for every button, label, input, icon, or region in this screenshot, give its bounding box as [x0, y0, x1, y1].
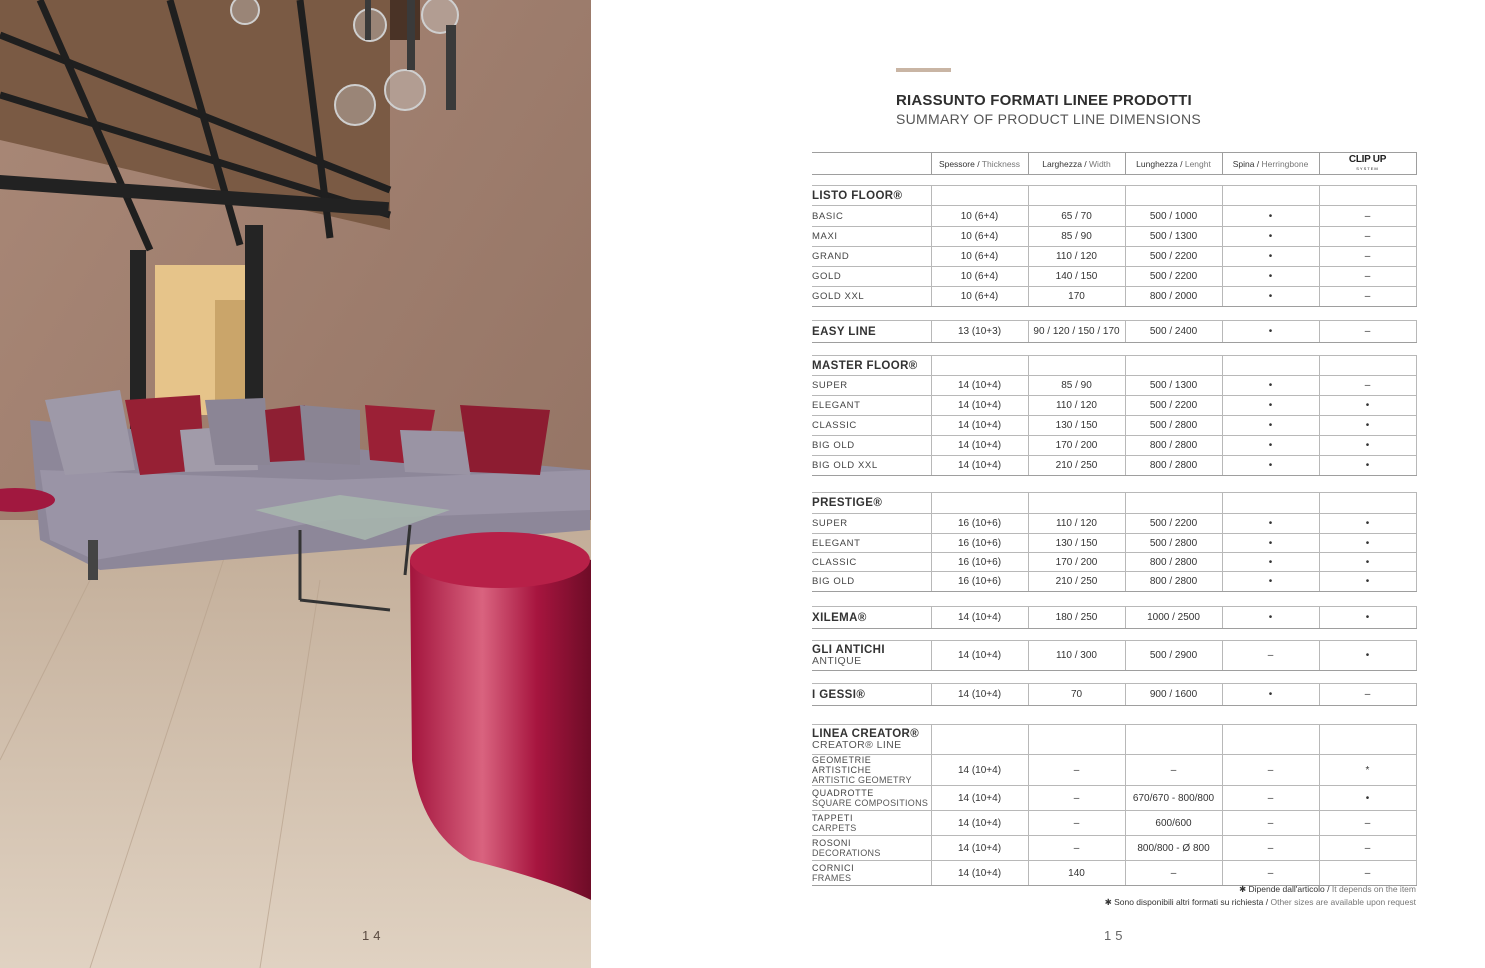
table-row	[812, 376, 1416, 396]
empty-cell	[931, 493, 1028, 514]
clipup-cell: –	[1319, 227, 1416, 247]
width-cell: 210 / 250	[1028, 456, 1125, 476]
width-cell: 90 / 120 / 150 / 170	[1028, 321, 1125, 343]
thickness-cell: 14 (10+4)	[931, 786, 1028, 811]
left-page-number: 14	[362, 928, 385, 943]
group-name: LISTO FLOOR®	[812, 186, 931, 206]
herringbone-cell: •	[1222, 247, 1319, 267]
table-row	[812, 534, 1416, 553]
empty-cell	[1028, 493, 1125, 514]
thickness-cell: 14 (10+4)	[931, 836, 1028, 861]
length-cell: –	[1125, 861, 1222, 886]
group-header-row	[812, 493, 1416, 514]
empty-cell	[1125, 356, 1222, 376]
clipup-cell: •	[1319, 416, 1416, 436]
product-group-block	[812, 185, 1416, 307]
thickness-cell: 14 (10+4)	[931, 684, 1028, 706]
empty-cell	[1319, 493, 1416, 514]
table-row	[812, 456, 1416, 476]
clipup-cell: –	[1319, 287, 1416, 307]
row-name: TAPPETI CARPETS	[812, 811, 931, 836]
clipup-cell: •	[1319, 641, 1416, 671]
header-thickness: Spessore / Thickness	[931, 153, 1028, 175]
clipup-logo-sub: SYSTEM	[1356, 165, 1379, 171]
herringbone-cell: •	[1222, 206, 1319, 227]
group-name: EASY LINE	[812, 321, 931, 343]
living-room-illustration	[0, 0, 591, 968]
width-cell: –	[1028, 811, 1125, 836]
clipup-cell: •	[1319, 456, 1416, 476]
note-item: ✱ Sono disponibili altri formati su richiesta / Other sizes are available upon request	[1104, 897, 1416, 907]
clipup-cell: –	[1319, 811, 1416, 836]
row-name: BASIC	[812, 206, 931, 227]
width-cell: 85 / 90	[1028, 376, 1125, 396]
thickness-cell: 10 (6+4)	[931, 267, 1028, 287]
length-cell: –	[1125, 755, 1222, 786]
clipup-cell: •	[1319, 572, 1416, 592]
clipup-cell: –	[1319, 321, 1416, 343]
row-name: BIG OLD	[812, 436, 931, 456]
clipup-logo-text: CLIP UP	[1348, 153, 1387, 165]
herringbone-cell: •	[1222, 376, 1319, 396]
notes	[1105, 884, 1416, 908]
thickness-cell: 10 (6+4)	[931, 227, 1028, 247]
row-name: GRAND	[812, 247, 931, 267]
width-cell: 130 / 150	[1028, 416, 1125, 436]
herringbone-cell: –	[1222, 811, 1319, 836]
table-row	[812, 321, 1416, 343]
product-group-block	[812, 606, 1416, 629]
herringbone-cell: •	[1222, 436, 1319, 456]
herringbone-cell: •	[1222, 534, 1319, 553]
table-row	[812, 684, 1416, 706]
length-cell: 800 / 2800	[1125, 456, 1222, 476]
clipup-cell: –	[1319, 861, 1416, 886]
clipup-cell: •	[1319, 553, 1416, 572]
group-name: I GESSI®	[812, 684, 931, 706]
herringbone-cell: •	[1222, 396, 1319, 416]
thickness-cell: 14 (10+4)	[931, 456, 1028, 476]
herringbone-cell: –	[1222, 641, 1319, 671]
group-name: LINEA CREATOR® CREATOR® LINE	[812, 725, 931, 755]
row-name: ELEGANT	[812, 534, 931, 553]
row-name: GOLD XXL	[812, 287, 931, 307]
table-row	[812, 553, 1416, 572]
length-cell: 500 / 1300	[1125, 227, 1222, 247]
herringbone-cell: •	[1222, 572, 1319, 592]
empty-cell	[931, 186, 1028, 206]
empty-cell	[1028, 725, 1125, 755]
page-title: RIASSUNTO FORMATI LINEE PRODOTTI	[896, 92, 1192, 109]
clipup-cell: •	[1319, 396, 1416, 416]
table-row	[812, 267, 1416, 287]
table-row	[812, 514, 1416, 534]
width-cell: 110 / 120	[1028, 247, 1125, 267]
row-name: GOLD	[812, 267, 931, 287]
page-subtitle: SUMMARY OF PRODUCT LINE DIMENSIONS	[896, 111, 1202, 127]
thickness-cell: 16 (10+6)	[931, 514, 1028, 534]
herringbone-cell: •	[1222, 287, 1319, 307]
herringbone-cell: –	[1222, 836, 1319, 861]
clipup-cell: –	[1319, 684, 1416, 706]
row-name: BIG OLD XXL	[812, 456, 931, 476]
herringbone-cell: •	[1222, 227, 1319, 247]
length-cell: 600/600	[1125, 811, 1222, 836]
clipup-cell: •	[1319, 436, 1416, 456]
width-cell: 140 / 150	[1028, 267, 1125, 287]
empty-cell	[1028, 186, 1125, 206]
row-name: SUPER	[812, 376, 931, 396]
herringbone-cell: •	[1222, 514, 1319, 534]
herringbone-cell: •	[1222, 456, 1319, 476]
empty-cell	[931, 725, 1028, 755]
width-cell: 65 / 70	[1028, 206, 1125, 227]
table-row	[812, 811, 1416, 836]
table-row	[812, 755, 1416, 786]
product-group-block	[812, 355, 1416, 476]
product-group-block	[812, 640, 1416, 671]
thickness-cell: 10 (6+4)	[931, 247, 1028, 267]
length-cell: 1000 / 2500	[1125, 607, 1222, 629]
length-cell: 500 / 2800	[1125, 416, 1222, 436]
length-cell: 800 / 2000	[1125, 287, 1222, 307]
width-cell: 170 / 200	[1028, 553, 1125, 572]
thickness-cell: 16 (10+6)	[931, 553, 1028, 572]
length-cell: 800/800 - Ø 800	[1125, 836, 1222, 861]
table-header	[812, 152, 1416, 175]
length-cell: 800 / 2800	[1125, 436, 1222, 456]
table-row	[812, 607, 1416, 629]
thickness-cell: 14 (10+4)	[931, 811, 1028, 836]
product-group-block	[812, 724, 1416, 886]
empty-cell	[1222, 725, 1319, 755]
group-header-row	[812, 186, 1416, 206]
table-row	[812, 206, 1416, 227]
length-cell: 500 / 2200	[1125, 247, 1222, 267]
width-cell: –	[1028, 755, 1125, 786]
empty-cell	[1125, 186, 1222, 206]
thickness-cell: 13 (10+3)	[931, 321, 1028, 343]
table-row	[812, 287, 1416, 307]
group-header-row	[812, 725, 1416, 755]
thickness-cell: 14 (10+4)	[931, 755, 1028, 786]
clipup-cell: –	[1319, 247, 1416, 267]
header-width: Larghezza / Width	[1028, 153, 1125, 175]
group-name: GLI ANTICHI ANTIQUE	[812, 641, 931, 671]
empty-cell	[931, 356, 1028, 376]
length-cell: 500 / 2800	[1125, 534, 1222, 553]
row-name: ROSONI DECORATIONS	[812, 836, 931, 861]
accent-bar	[896, 68, 951, 72]
width-cell: 110 / 120	[1028, 396, 1125, 416]
header-length: Lunghezza / Lenght	[1125, 153, 1222, 175]
length-cell: 800 / 2800	[1125, 572, 1222, 592]
right-page-number: 15	[1104, 928, 1127, 943]
width-cell: –	[1028, 836, 1125, 861]
row-name: ELEGANT	[812, 396, 931, 416]
row-name: MAXI	[812, 227, 931, 247]
length-cell: 500 / 1300	[1125, 376, 1222, 396]
row-name: CLASSIC	[812, 553, 931, 572]
row-name: CLASSIC	[812, 416, 931, 436]
note-item: ✱ Dipende dall'articolo / It depends on the item	[1239, 884, 1416, 894]
width-cell: 85 / 90	[1028, 227, 1125, 247]
empty-cell	[1125, 493, 1222, 514]
empty-cell	[1125, 725, 1222, 755]
herringbone-cell: –	[1222, 861, 1319, 886]
length-cell: 800 / 2800	[1125, 553, 1222, 572]
clipup-cell: –	[1319, 267, 1416, 287]
empty-cell	[1319, 725, 1416, 755]
clipup-cell: *	[1319, 755, 1416, 786]
thickness-cell: 16 (10+6)	[931, 534, 1028, 553]
herringbone-cell: –	[1222, 755, 1319, 786]
thickness-cell: 14 (10+4)	[931, 861, 1028, 886]
group-name: XILEMA®	[812, 607, 931, 629]
table-row	[812, 436, 1416, 456]
row-name: BIG OLD	[812, 572, 931, 592]
group-name: PRESTIGE®	[812, 493, 931, 514]
thickness-cell: 14 (10+4)	[931, 641, 1028, 671]
width-cell: 140	[1028, 861, 1125, 886]
empty-cell	[1319, 186, 1416, 206]
clipup-cell: •	[1319, 534, 1416, 553]
thickness-cell: 14 (10+4)	[931, 416, 1028, 436]
interior-photo	[0, 0, 591, 968]
herringbone-cell: –	[1222, 786, 1319, 811]
herringbone-cell: •	[1222, 553, 1319, 572]
table-row	[812, 227, 1416, 247]
clipup-cell: •	[1319, 607, 1416, 629]
clipup-cell: –	[1319, 376, 1416, 396]
herringbone-cell: •	[1222, 607, 1319, 629]
length-cell: 500 / 2200	[1125, 267, 1222, 287]
width-cell: –	[1028, 786, 1125, 811]
width-cell: 210 / 250	[1028, 572, 1125, 592]
group-name: MASTER FLOOR®	[812, 356, 931, 376]
length-cell: 900 / 1600	[1125, 684, 1222, 706]
thickness-cell: 14 (10+4)	[931, 376, 1028, 396]
width-cell: 70	[1028, 684, 1125, 706]
length-cell: 500 / 2900	[1125, 641, 1222, 671]
thickness-cell: 16 (10+6)	[931, 572, 1028, 592]
table-row	[812, 786, 1416, 811]
row-name: CORNICI FRAMES	[812, 861, 931, 886]
row-name: GEOMETRIE ARTISTICHE ARTISTIC GEOMETRY	[812, 755, 931, 786]
header-empty-cell	[812, 153, 931, 175]
thickness-cell: 10 (6+4)	[931, 287, 1028, 307]
empty-cell	[1028, 356, 1125, 376]
product-group-block	[812, 492, 1416, 592]
empty-cell	[1222, 356, 1319, 376]
table-row	[812, 572, 1416, 592]
herringbone-cell: •	[1222, 267, 1319, 287]
table-row	[812, 247, 1416, 267]
clipup-cell: •	[1319, 514, 1416, 534]
group-header-row	[812, 356, 1416, 376]
table-row	[812, 416, 1416, 436]
empty-cell	[1319, 356, 1416, 376]
length-cell: 500 / 2200	[1125, 514, 1222, 534]
thickness-cell: 14 (10+4)	[931, 436, 1028, 456]
header-herringbone: Spina / Herringbone	[1222, 153, 1319, 175]
width-cell: 130 / 150	[1028, 534, 1125, 553]
table-row	[812, 861, 1416, 886]
herringbone-cell: •	[1222, 416, 1319, 436]
empty-cell	[1222, 186, 1319, 206]
product-group-block	[812, 683, 1416, 706]
row-name: QUADROTTE SQUARE COMPOSITIONS	[812, 786, 931, 811]
header-clipup-logo	[1319, 153, 1416, 175]
table-row	[812, 836, 1416, 861]
table-row	[812, 396, 1416, 416]
row-name: SUPER	[812, 514, 931, 534]
width-cell: 110 / 120	[1028, 514, 1125, 534]
thickness-cell: 14 (10+4)	[931, 607, 1028, 629]
thickness-cell: 10 (6+4)	[931, 206, 1028, 227]
table-row	[812, 641, 1416, 671]
width-cell: 170	[1028, 287, 1125, 307]
thickness-cell: 14 (10+4)	[931, 396, 1028, 416]
clipup-cell: •	[1319, 786, 1416, 811]
length-cell: 670/670 - 800/800	[1125, 786, 1222, 811]
herringbone-cell: •	[1222, 684, 1319, 706]
width-cell: 110 / 300	[1028, 641, 1125, 671]
clipup-cell: –	[1319, 836, 1416, 861]
width-cell: 170 / 200	[1028, 436, 1125, 456]
herringbone-cell: •	[1222, 321, 1319, 343]
length-cell: 500 / 1000	[1125, 206, 1222, 227]
length-cell: 500 / 2400	[1125, 321, 1222, 343]
width-cell: 180 / 250	[1028, 607, 1125, 629]
clipup-cell: –	[1319, 206, 1416, 227]
product-group-block	[812, 320, 1416, 343]
length-cell: 500 / 2200	[1125, 396, 1222, 416]
empty-cell	[1222, 493, 1319, 514]
